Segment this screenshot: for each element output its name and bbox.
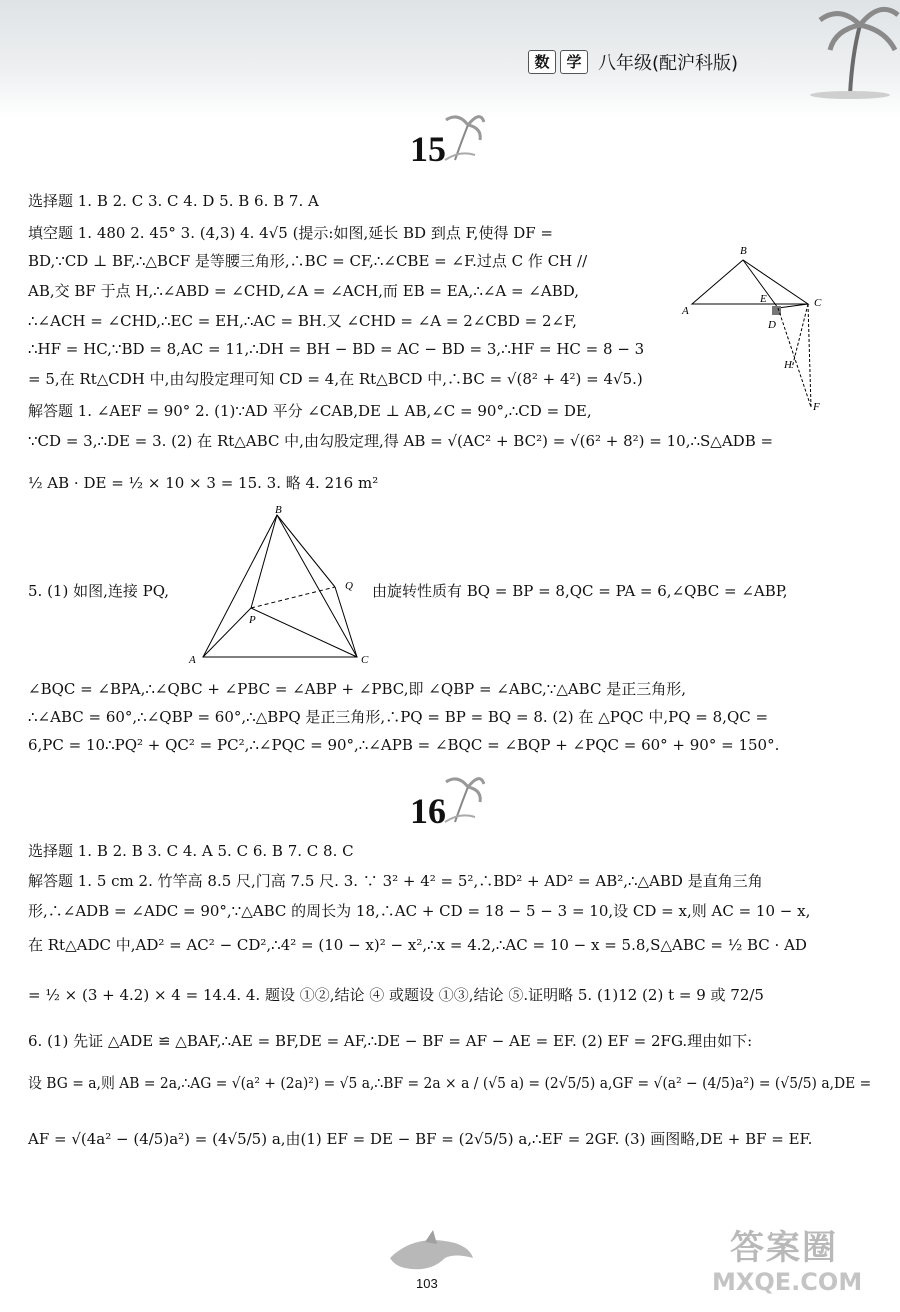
s15-q5-line-2: ∴∠ABC = 60°,∴∠QBP = 60°,∴△BPQ 是正三角形,∴PQ = BP = BQ = 8. (2) 在 △PQC 中,PQ = 8,QC = [28,708,769,726]
s16-line-1: 选择题 1. B 2. B 3. C 4. A 5. C 6. B 7. C 8. C [28,842,354,860]
fig2-label-a: A [189,654,196,666]
s16-line-6: 6. (1) 先证 △ADE ≌ △BAF,∴AE = BF,DE = AF,∴DE − BF = AF − AE = EF. (2) EF = 2FG.理由如下: [28,1032,753,1050]
s16-line-8: AF = √(4a² − (4/5)a²) = (4√5/5) a,由(1) EF = DE − BF = (2√5/5) a,∴EF = 2GF. (3) 画图略,DE + BF = EF. [28,1130,813,1148]
section-16-palm-icon [440,772,485,827]
s15-line-1: 选择题 1. B 2. C 3. C 4. D 5. B 6. B 7. A [28,192,319,210]
s15-line-6: ∴HF = HC,∵BD = 8,AC = 11,∴DH = BH − BD = AC − BD = 3,∴HF = HC = 8 − 3 [28,340,645,358]
palm-tree-icon [800,0,900,100]
s15-line-2: 填空题 1. 480 2. 45° 3. (4,3) 4. 4√5 (提示:如图,延长 BD 到点 F,使得 DF = [28,224,553,242]
fig1-label-c: C [814,297,822,309]
s15-q5-intro: 5. (1) 如图,连接 PQ, [28,582,170,600]
s16-line-3: 形,∴∠ADB = ∠ADC = 90°,∵△ABC 的周长为 18,∴AC + CD = 18 − 5 − 3 = 10,设 CD = x,则 AC = 10 − x, [28,902,811,920]
s15-line-9: ∵CD = 3,∴DE = 3. (2) 在 Rt△ABC 中,由勾股定理,得 AB = √(AC² + BC²) = √(6² + 8²) = 10,∴S△ADB = [28,432,774,450]
header-title [528,50,738,74]
subject-badge-2: 学 [560,50,588,74]
fig1-label-h: H [784,359,792,371]
fig2-label-p: P [249,614,256,626]
s15-line-5: ∴∠ACH = ∠CHD,∴EC = EH,∴AC = BH.又 ∠CHD = ∠A = 2∠CBD = 2∠F, [28,312,577,330]
s15-q5-line-1: ∠BQC = ∠BPA,∴∠QBC + ∠PBC = ∠ABP + ∠PBC,即 ∠QBP = ∠ABC,∵△ABC 是正三角形, [28,680,687,698]
s16-line-5: = ½ × (3 + 4.2) × 4 = 14.4. 4. 题设 ①②,结论 ④ 或题设 ①③,结论 ⑤.证明略 5. (1)12 (2) t = 9 或 72/5 [28,986,764,1004]
section-16-number: 16 [410,791,446,831]
s15-q5-right: 由旋转性质有 BQ = BP = 8,QC = PA = 6,∠QBC = ∠ABP, [372,582,788,600]
grade-label: 八年级(配沪科版) [598,53,739,74]
s15-line-3: BD,∵CD ⊥ BF,∴△BCF 是等腰三角形,∴BC = CF,∴∠CBE = ∠F.过点 C 作 CH // [28,252,588,270]
s15-line-8: 解答题 1. ∠AEF = 90° 2. (1)∵AD 平分 ∠CAB,DE ⊥ AB,∠C = 90°,∴CD = DE, [28,402,592,420]
section-15-number: 15 [410,129,446,169]
fig2-label-c: C [361,654,369,666]
fig1-label-f: F [813,401,820,413]
subject-badge-1: 数 [528,50,556,74]
s15-line-7: = 5,在 Rt△CDH 中,由勾股定理可知 CD = 4,在 Rt△BCD 中,∴BC = √(8² + 4²) = 4√5.) [28,370,643,388]
fig2-label-q: Q [345,580,353,592]
section-15-palm-icon [440,110,485,165]
s15-line-4: AB,交 BF 于点 H,∴∠ABD = ∠CHD,∠A = ∠ACH,而 EB = EA,∴∠A = ∠ABD, [28,282,580,300]
fig1-label-b: B [740,245,747,257]
s15-line-10: ½ AB · DE = ½ × 10 × 3 = 15. 3. 略 4. 216 m² [28,474,379,492]
s16-line-4: 在 Rt△ADC 中,AD² = AC² − CD²,∴4² = (10 − x)² − x²,∴x = 4.2,∴AC = 10 − x = 5.8,S△ABC = ½ BC · AD [28,936,807,954]
fig1-label-a: A [682,305,689,317]
s15-q5-line-3: 6,PC = 10∴PQ² + QC² = PC²,∴∠PQC = 90°,∴∠APB = ∠BQC = ∠BQP + ∠PQC = 60° + 90° = 150°. [28,736,780,754]
s16-line-2: 解答题 1. 5 cm 2. 竹竿高 8.5 尺,门高 7.5 尺. 3. ∵ 3² + 4² = 5²,∴BD² + AD² = AB²,∴△ABD 是直角三角 [28,872,763,890]
fig2-label-b: B [275,505,282,516]
figure-triangle-abcpq [185,505,370,670]
page-header [0,0,900,118]
page-number: 103 [416,1276,438,1291]
fig1-label-d: D [768,319,776,331]
fig1-label-e: E [760,293,767,305]
watermark-url: MXQE.COM [712,1268,863,1296]
figure-triangle-abcdf [680,240,840,415]
s16-line-7: 设 BG = a,则 AB = 2a,∴AG = √(a² + (2a)²) = √5 a,∴BF = 2a × a / (√5 a) = (2√5/5) a,GF = √(a² − (4/5)a²) = (√5/5) a,DE = [28,1074,872,1092]
watermark-text: 答案圈 [730,1228,838,1268]
